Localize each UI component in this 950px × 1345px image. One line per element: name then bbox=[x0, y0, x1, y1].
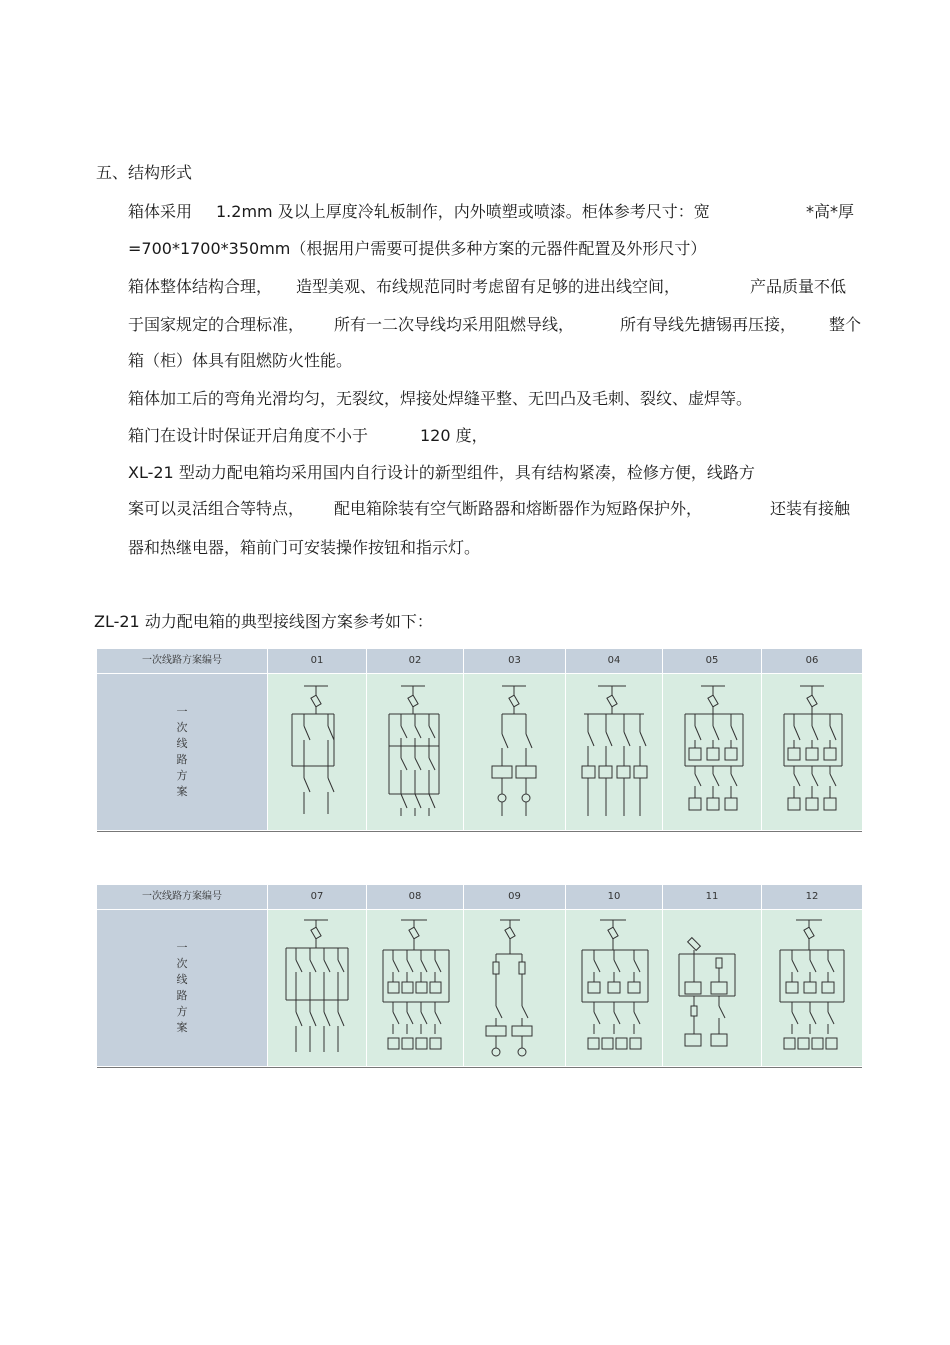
para5-line1: XL-21 型动力配电箱均采用国内自行设计的新型组件，具有结构紧凑，检修方便，线路方 bbox=[128, 463, 755, 482]
row-label: 一次线路方案 bbox=[176, 941, 188, 1034]
para1-line1-c: *高*厚 bbox=[806, 202, 855, 221]
para2-line1-c: 产品质量不低 bbox=[750, 277, 847, 296]
table-bottom-rule bbox=[97, 1067, 862, 1068]
scheme-number: 09 bbox=[464, 885, 566, 909]
scheme-diagram-08 bbox=[367, 910, 464, 1066]
diagram-caption: ZL-21 动力配电箱的典型接线图方案参考如下： bbox=[94, 612, 433, 631]
table-body-row bbox=[97, 910, 862, 1066]
para2-line3: 箱（柜）体具有阻燃防火性能。 bbox=[128, 351, 353, 370]
row-label-cell bbox=[97, 674, 268, 830]
para2-line2-a: 于国家规定的合理标准， bbox=[128, 315, 305, 334]
para4-a: 箱门在设计时保证开启角度不小于 bbox=[128, 426, 369, 445]
table-header-row bbox=[97, 885, 862, 909]
para2-line2-d: 整个 bbox=[829, 315, 862, 334]
scheme-diagram-07 bbox=[268, 910, 367, 1066]
scheme-number: 04 bbox=[566, 649, 663, 673]
para2-line1-b: 造型美观、布线规范同时考虑留有足够的进出线空间， bbox=[296, 277, 681, 296]
wiring-scheme-table-1 bbox=[97, 649, 862, 832]
para2-line1-a: 箱体整体结构合理， bbox=[128, 277, 273, 296]
header-label: 一次线路方案编号 bbox=[97, 885, 268, 909]
scheme-number: 07 bbox=[268, 885, 367, 909]
para1-line1-b: 1.2mm 及以上厚度冷轧板制作，内外喷塑或喷漆。柜体参考尺寸：宽 bbox=[216, 202, 710, 221]
header-label: 一次线路方案编号 bbox=[97, 649, 268, 673]
para4-b: 120 度， bbox=[420, 426, 488, 445]
para5-line2-a: 案可以灵活组合等特点， bbox=[128, 499, 305, 518]
scheme-diagram-11 bbox=[663, 910, 762, 1066]
para5-line2-c: 还装有接触 bbox=[770, 499, 851, 518]
scheme-diagram-03 bbox=[464, 674, 566, 830]
row-label-cell bbox=[97, 910, 268, 1066]
scheme-diagram-05 bbox=[663, 674, 762, 830]
para2-line2-c: 所有导线先搪锡再压接， bbox=[620, 315, 797, 334]
scheme-number: 10 bbox=[566, 885, 663, 909]
scheme-diagram-04 bbox=[566, 674, 663, 830]
para5-line2-b: 配电箱除装有空气断路器和熔断器作为短路保护外， bbox=[334, 499, 703, 518]
table-body-row bbox=[97, 674, 862, 830]
scheme-number: 01 bbox=[268, 649, 367, 673]
scheme-diagram-10 bbox=[566, 910, 663, 1066]
scheme-number: 03 bbox=[464, 649, 566, 673]
scheme-number: 08 bbox=[367, 885, 464, 909]
scheme-number: 06 bbox=[762, 649, 862, 673]
wiring-scheme-table-2 bbox=[97, 885, 862, 1068]
scheme-diagram-12 bbox=[762, 910, 862, 1066]
table-header-row bbox=[97, 649, 862, 673]
scheme-diagram-02 bbox=[367, 674, 464, 830]
section-heading: 五、结构形式 bbox=[96, 163, 193, 182]
scheme-diagram-09 bbox=[464, 910, 566, 1066]
scheme-number: 12 bbox=[762, 885, 862, 909]
para5-line3: 器和热继电器，箱前门可安装操作按钮和指示灯。 bbox=[128, 538, 481, 557]
scheme-number: 05 bbox=[663, 649, 762, 673]
scheme-number: 02 bbox=[367, 649, 464, 673]
para1-line2: =700*1700*350mm（根据用户需要可提供多种方案的元器件配置及外形尺寸） bbox=[128, 239, 707, 258]
scheme-number: 11 bbox=[663, 885, 762, 909]
scheme-diagram-06 bbox=[762, 674, 862, 830]
scheme-diagram-01 bbox=[268, 674, 367, 830]
para3: 箱体加工后的弯角光滑均匀，无裂纹，焊接处焊缝平整、无凹凸及毛刺、裂纹、虚焊等。 bbox=[128, 389, 753, 408]
para1-line1-a: 箱体采用 bbox=[128, 202, 193, 221]
table-bottom-rule bbox=[97, 831, 862, 832]
para2-line2-b: 所有一二次导线均采用阻燃导线， bbox=[334, 315, 575, 334]
row-label: 一次线路方案 bbox=[176, 705, 188, 798]
